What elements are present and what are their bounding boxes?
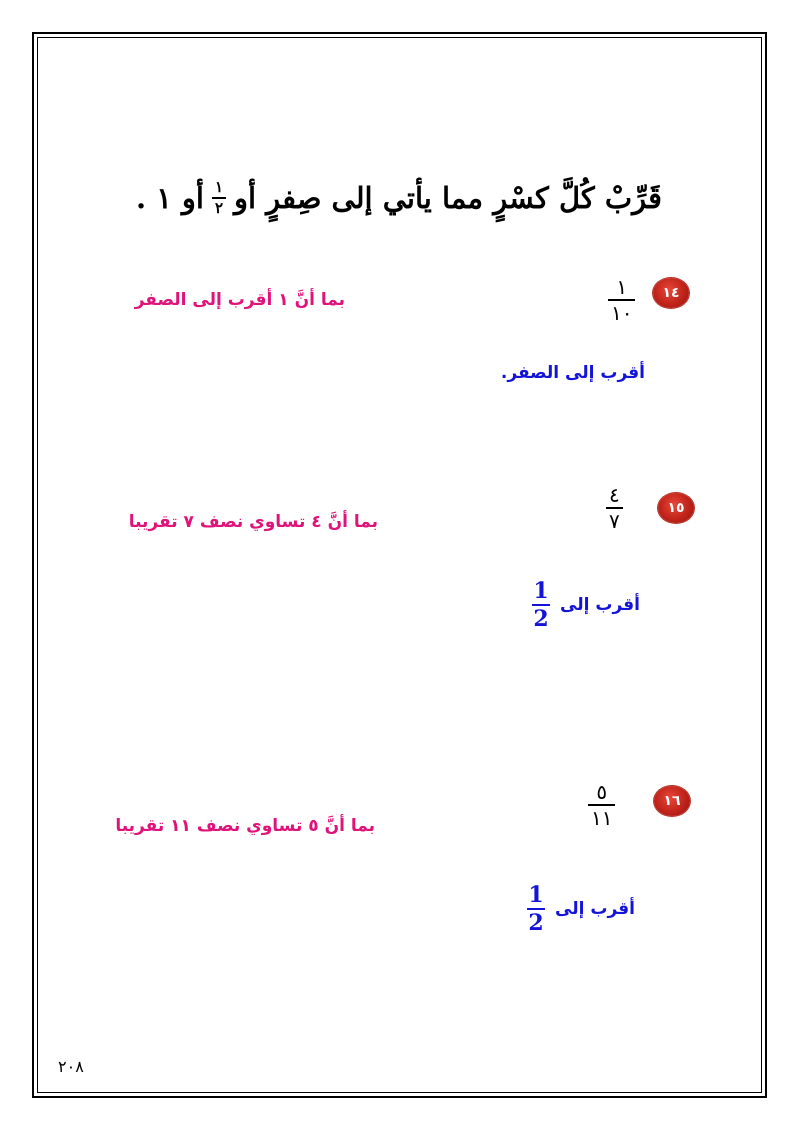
- fraction-numerator: ٥: [596, 780, 608, 804]
- exercise-note: بما أنَّ ٤ تساوي نصف ٧ تقريبا: [128, 512, 378, 532]
- exercise-answer: [501, 363, 645, 383]
- instruction-half-numerator: ١: [214, 178, 223, 196]
- answer-frac-denominator: 2: [528, 910, 544, 936]
- fraction-denominator: ٧: [609, 508, 620, 533]
- exercise-fraction: [608, 277, 635, 323]
- answer-text: أقرب إلى: [560, 595, 640, 615]
- instruction-half-fraction: [212, 180, 226, 216]
- fraction-denominator: ١٠: [611, 300, 633, 325]
- exercise-fraction: [606, 485, 623, 531]
- exercise-note: بما أنَّ ٥ تساوي نصف ١١ تقريبا: [115, 816, 375, 836]
- instruction-text-before: قَرِّبْ كُلَّ كسْرٍ مما يأتي إلى صِفرٍ أو: [234, 181, 662, 215]
- instruction-text-after: أو ١ .: [135, 181, 204, 215]
- fraction-denominator: ١١: [591, 805, 613, 830]
- exercise-note: بما أنَّ ١ أقرب إلى الصفر: [134, 290, 345, 310]
- exercise-number-badge: ١٥: [658, 493, 694, 523]
- exercise-fraction: [588, 782, 615, 828]
- page-number: ٢٠٨: [58, 1057, 84, 1076]
- answer-half-fraction: [532, 580, 550, 630]
- answer-text: أقرب إلى الصفر.: [500, 363, 645, 383]
- answer-frac-denominator: 2: [533, 606, 549, 632]
- answer-text: أقرب إلى: [555, 899, 635, 919]
- answer-half-fraction: [527, 884, 545, 934]
- instruction-half-denominator: ٢: [214, 199, 223, 217]
- exercise-answer: [532, 580, 640, 630]
- exercise-number-badge: ١٦: [654, 786, 690, 816]
- answer-frac-numerator: 1: [533, 578, 549, 604]
- instruction-heading: [136, 180, 662, 216]
- answer-frac-numerator: 1: [528, 882, 544, 908]
- fraction-numerator: ٤: [609, 483, 620, 507]
- exercise-number-badge: ١٤: [653, 278, 689, 308]
- exercise-answer: [527, 884, 635, 934]
- fraction-numerator: ١: [616, 275, 628, 299]
